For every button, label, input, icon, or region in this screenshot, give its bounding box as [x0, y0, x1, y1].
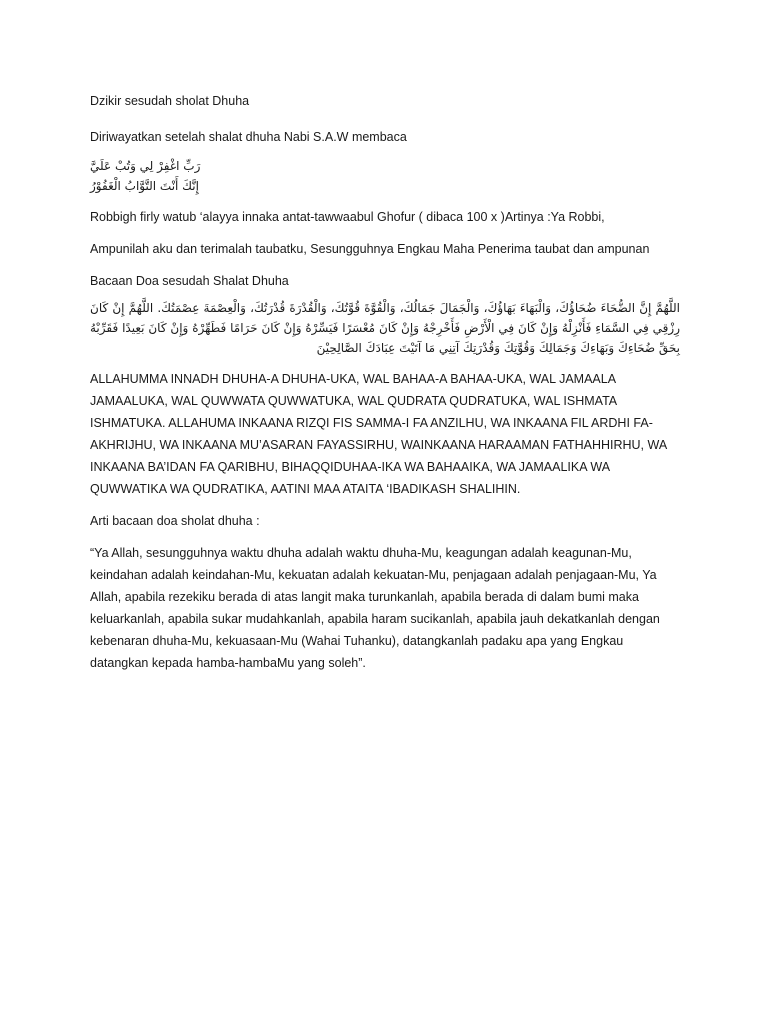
document-page — [90, 90, 680, 674]
meaning-text: “Ya Allah, sesungguhnya waktu dhuha adalah waktu dhuha-Mu, keagungan adalah keagunan-Mu, keindahan adalah keindahan-Mu, kekuatan adalah kekuatan-Mu, penjagaan adalah penjagaan-Mu, Ya Allah, apabila rezekiku berada di atas langit maka turunkanlah, apabila berada di dalam bumi maka keluarkanlah, apabila sukar mudahkanlah, apabila haram sucikanlah, apabila jauh dekatkanlah dengan kebenaran dhuha-Mu, kekuasaan-Mu (Wahai Tuhanku), datangkanlah padaku apa yang Engkau datangkan kepada hamba-hambaMu yang soleh”. — [90, 546, 660, 670]
intro-text: Diriwayatkan setelah shalat dhuha Nabi S.A.W membaca — [90, 130, 407, 144]
arabic-doa: اللَّهُمَّ إِنَّ الضُّحَاءَ ضُحَاؤُكَ، وَالْبَهَاءَ بَهَاؤُكَ، وَالْجَمَالَ جَمَالُكَ، وَالْقُوَّةَ قُوَّتُكَ، وَالْقُدْرَةَ قُدْرَتُكَ، وَالْعِصْمَةَ عِصْمَتُكَ. اللَّهُمَّ إِنْ كَانَ رِزْقِي فِي السَّمَاءِ فَأَنْزِلْهُ وَإِنْ كَانَ فِي الْأَرْضِ فَأَخْرِجْهُ وَإِنْ كَانَ مُعْسَرًا فَيَسِّرْهُ وَإِنْ كَانَ حَرَامًا فَطَهِّرْهُ وَإِنْ كَانَ بَعِيدًا فَقَرِّبْهُ بِحَقِّ ضُحَاءِكَ وَبَهَاءِكَ وَجَمَالِكَ وَقُوَّتِكَ وَقُدْرَتِكَ آتِنِي مَا آتَيْتَ عِبَادَكَ الصَّالِحِيْنَ — [90, 301, 680, 355]
arabic-dzikir: رَبِّ اغْفِرْ لِي وَتُبْ عَلَيَّ إِنَّكَ أَنْتَ التَّوَّابُ الْغَفُوْرُ — [90, 159, 201, 193]
doa-title: Bacaan Doa sesudah Shalat Dhuha — [90, 274, 289, 288]
document-title: Dzikir sesudah sholat Dhuha — [90, 94, 250, 108]
transliteration-line-2: Ampunilah aku dan terimalah taubatku, Sesungguhnya Engkau Maha Penerima taubat dan ampunan — [90, 242, 650, 256]
latin-doa: ALLAHUMMA INNADH DHUHA-A DHUHA-UKA, WAL BAHAA-A BAHAA-UKA, WAL JAMAALA JAMAALUKA, WAL QUWWATA QUWWATUKA, WAL QUDRATA QUDRATUKA, WAL ISHMATA ISHMATUKA. ALLAHUMA INKAANA RIZQI FIS SAMMA-I FA ANZILHU, WA INKAANA FIL ARDHI FA-AKHRIJHU, WA INKAANA MU’ASARAN FAYASSIRHU, WAINKAANA HARAAMAN FATHAHHIRHU, WA INKAANA BA’IDAN FA QARIBHU, BIHAQQIDUHAA-IKA WA BAHAAIKA, WA JAMAALIKA WA QUWWATIKA WA QUDRATIKA, AATINI MAA ATAITA ‘IBADIKASH SHALIHIN. — [90, 372, 667, 496]
transliteration-line-1: Robbigh firly watub ‘alayya innaka antat-tawwaabul Ghofur ( dibaca 100 x )Artinya :Ya Robbi, — [90, 210, 605, 224]
meaning-title: Arti bacaan doa sholat dhuha : — [90, 514, 260, 528]
